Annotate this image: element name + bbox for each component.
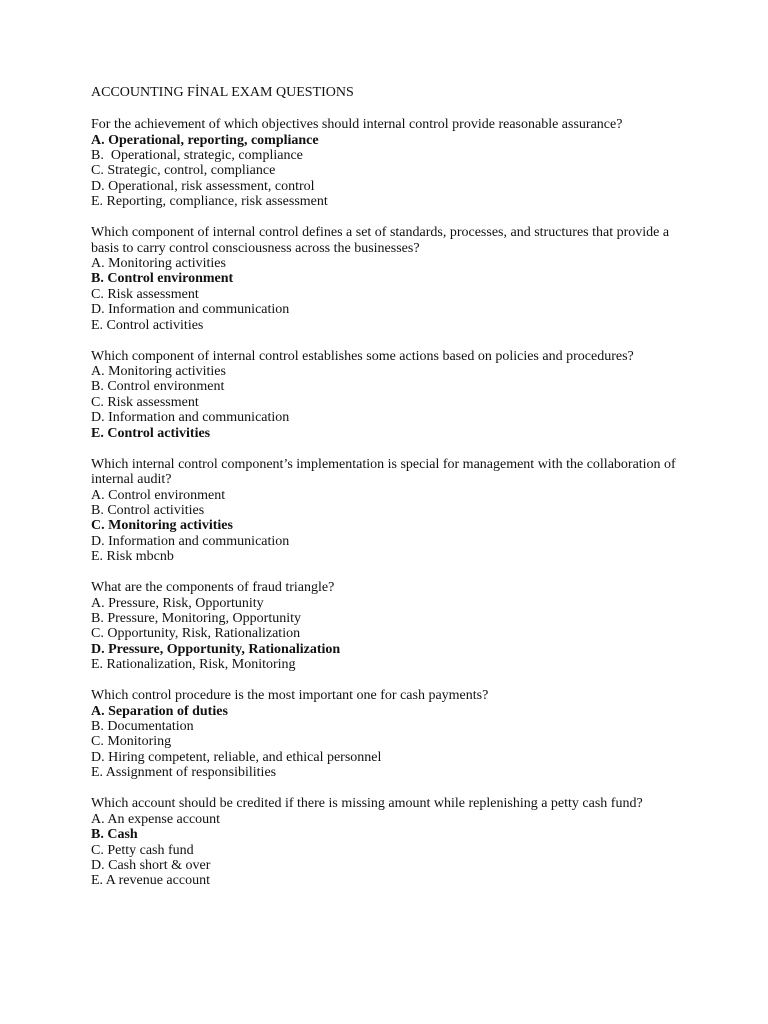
option-d: D. Cash short & over xyxy=(91,857,211,873)
option-d: D. Information and communication xyxy=(91,410,290,426)
question-text: Which component of internal control establishes some actions based on policies and procedures? xyxy=(91,348,634,364)
question-1 xyxy=(91,117,691,210)
option-b: B. Control activities xyxy=(91,503,205,518)
option-c: C. Risk assessment xyxy=(91,394,199,410)
option-c: C. Opportunity, Risk, Rationalization xyxy=(91,626,301,642)
option-e: E. Assignment of responsibilities xyxy=(91,765,277,781)
option-c: C. Petty cash fund xyxy=(91,842,194,858)
option-b: B. Pressure, Monitoring, Opportunity xyxy=(91,611,301,627)
option-d: D. Operational, risk assessment, control xyxy=(91,178,315,194)
option-b-correct: B. Cash xyxy=(91,827,138,843)
option-a: A. Pressure, Risk, Opportunity xyxy=(91,595,264,611)
question-text: For the achievement of which objectives should internal control provide reasonable assurance? xyxy=(91,117,623,132)
option-c: C. Monitoring xyxy=(91,734,172,750)
question-7 xyxy=(91,796,691,889)
option-b: B. Documentation xyxy=(91,719,194,735)
question-text: Which component of internal control defines a set of standards, processes, and structures that provide a basis to carry control consciousness across the businesses? xyxy=(91,225,670,256)
option-e: E. Risk mbcnb xyxy=(91,549,174,565)
option-a-correct: A. Operational, reporting, compliance xyxy=(91,132,319,148)
document-page xyxy=(91,85,691,904)
option-a: A. An expense account xyxy=(91,811,221,827)
option-e: E. Reporting, compliance, risk assessment xyxy=(91,194,328,210)
option-a: A. Control environment xyxy=(91,487,226,503)
option-e-correct: E. Control activities xyxy=(91,425,211,441)
option-d: D. Information and communication xyxy=(91,302,290,318)
option-b-correct: B. Control environment xyxy=(91,271,234,287)
question-text: Which internal control component’s implementation is special for management with the collaboration of internal audit? xyxy=(91,456,676,488)
option-b: B. Operational, strategic, compliance xyxy=(91,147,303,163)
question-text: Which control procedure is the most important one for cash payments? xyxy=(91,688,489,704)
option-b: B. Control environment xyxy=(91,379,225,395)
option-c: C. Risk assessment xyxy=(91,286,199,302)
document-title: ACCOUNTING FİNAL EXAM QUESTIONS xyxy=(91,85,354,100)
option-d-correct: D. Pressure, Opportunity, Rationalization xyxy=(91,641,341,657)
option-d: D. Hiring competent, reliable, and ethical personnel xyxy=(91,749,382,765)
question-3 xyxy=(91,349,691,442)
option-a: A. Monitoring activities xyxy=(91,364,226,380)
question-5 xyxy=(91,580,691,673)
option-e: E. Control activities xyxy=(91,317,204,333)
option-c: C. Strategic, control, compliance xyxy=(91,163,276,179)
option-c-correct: C. Monitoring activities xyxy=(91,518,233,534)
option-e: E. Rationalization, Risk, Monitoring xyxy=(91,657,296,673)
question-6 xyxy=(91,688,691,781)
question-4 xyxy=(91,457,691,565)
question-text: Which account should be credited if there is missing amount while replenishing a petty cash fund? xyxy=(91,796,643,812)
option-a: A. Monitoring activities xyxy=(91,256,226,272)
question-2 xyxy=(91,225,691,333)
option-d: D. Information and communication xyxy=(91,533,290,549)
option-a-correct: A. Separation of duties xyxy=(91,703,228,719)
option-e: E. A revenue account xyxy=(91,873,210,889)
question-text: What are the components of fraud triangle? xyxy=(91,580,335,596)
